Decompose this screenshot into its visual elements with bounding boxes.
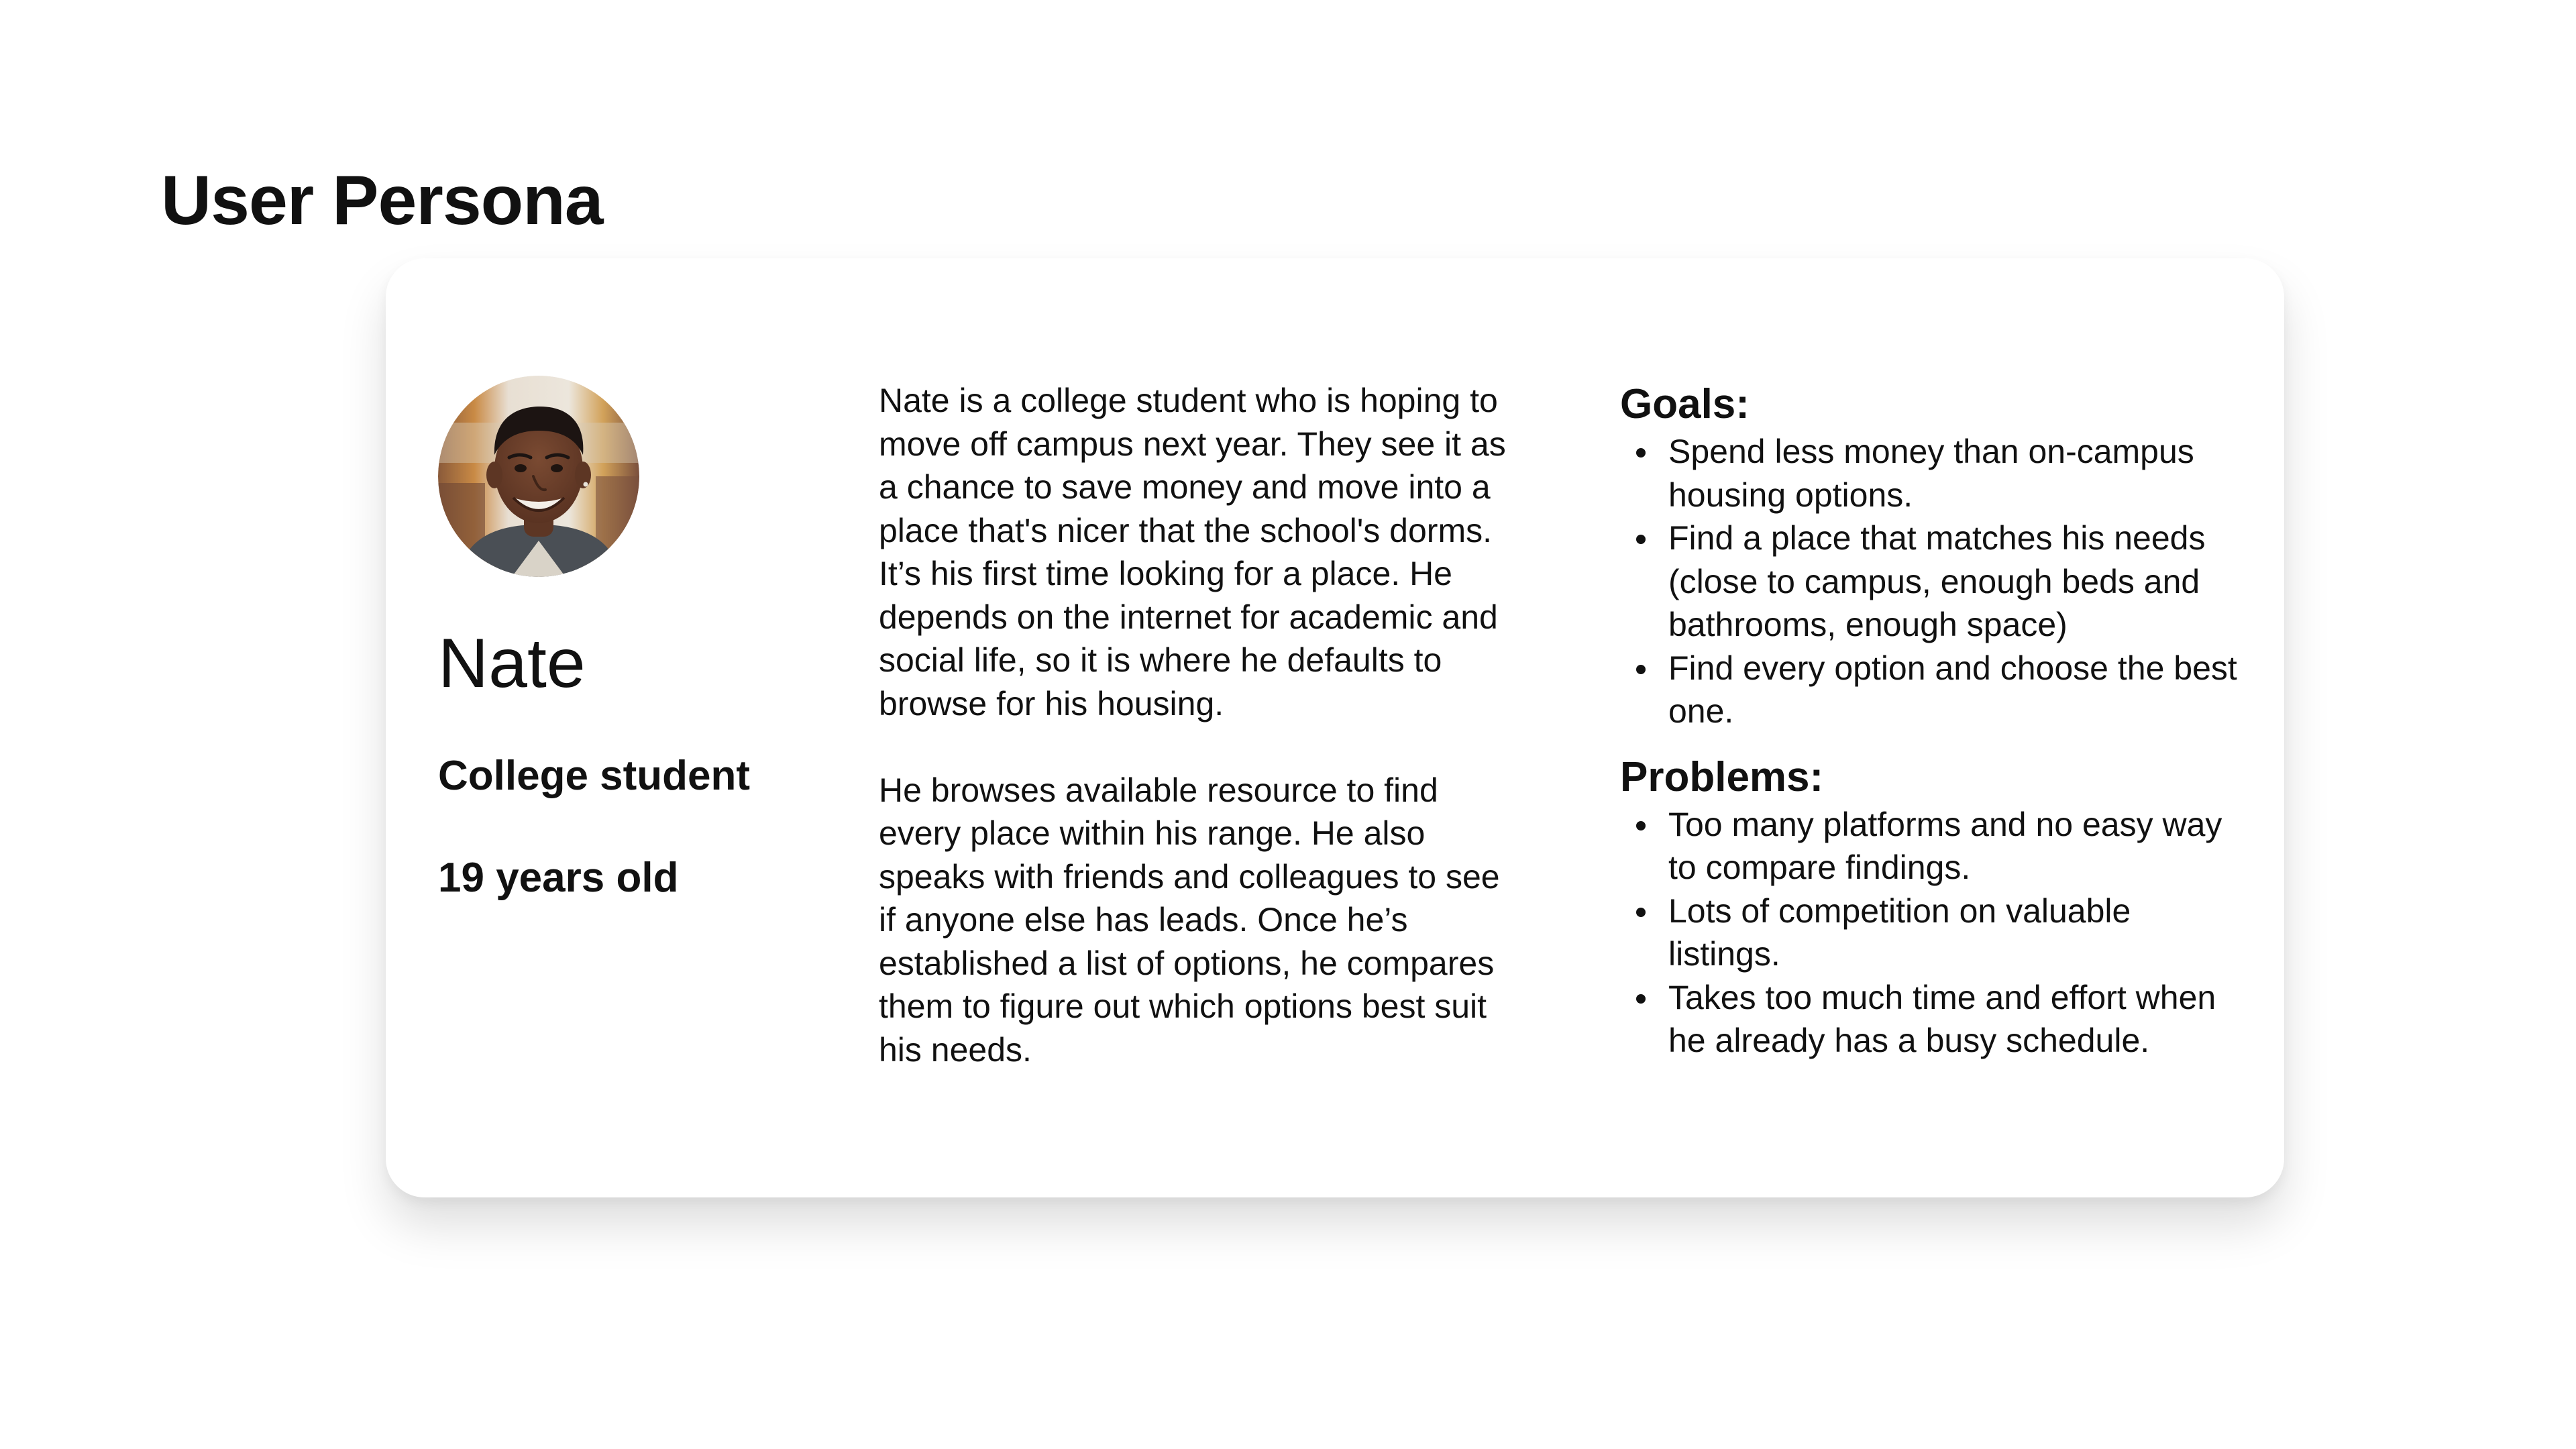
persona-avatar [438,376,639,577]
persona-card [386,258,2284,1197]
persona-identity [438,376,814,903]
goal-item: Spend less money than on-campus housing options. [1620,430,2244,517]
description-paragraph: He browses available resource to find every place within his range. He also speaks with friends and colleagues to see if anyone else has leads. Once he’s established a list of options, he compares them to figure out which options best suit his needs. [879,771,1500,1069]
goal-item: Find every option and choose the best one. [1620,647,2244,733]
problems-list [1620,803,2244,1063]
problem-item: Too many platforms and no easy way to compare findings. [1620,803,2244,890]
persona-goals-problems [1620,379,2244,1063]
persona-occupation: College student [438,752,751,799]
problem-item: Takes too much time and effort when he already has a busy schedule. [1620,976,2244,1063]
page-title: User Persona [161,162,603,239]
goals-heading: Goals: [1620,381,1750,427]
goal-item: Find a place that matches his needs (close to campus, enough beds and bathrooms, enough space) [1620,517,2244,647]
problem-item: Lots of competition on valuable listings. [1620,890,2244,976]
persona-description [879,379,1523,1071]
persona-age: 19 years old [438,854,679,901]
description-paragraph: Nate is a college student who is hoping to move off campus next year. They see it as a chance to save money and move into a place that's nicer that the school's dorms. It’s his first time looking for a place. He depends on the internet for academic and social life, so it is where he defaults to browse for his housing. [879,382,1506,722]
persona-name: Nate [438,625,586,702]
goals-list [1620,430,2244,733]
problems-heading: Problems: [1620,753,1824,800]
